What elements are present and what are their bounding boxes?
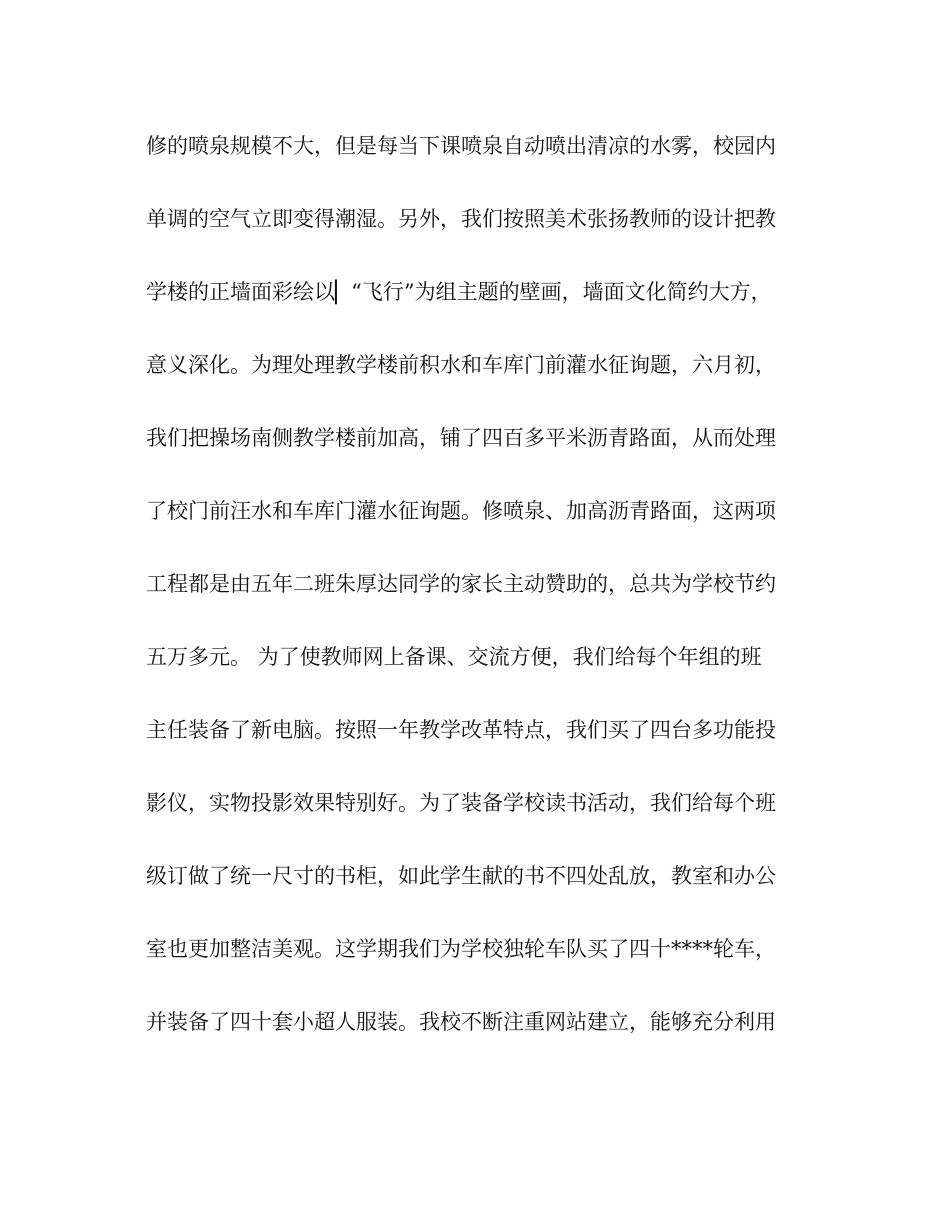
text-line-8: 五万多元。 为了使教师网上备课、交流方便，我们给每个年组的班	[146, 645, 762, 669]
text-line-10: 影仪，实物投影效果特别好。为了装备学校读书活动，我们给每个班	[146, 791, 776, 815]
text-line-1: 修的喷泉规模不大，但是每当下课喷泉自动喷出清凉的水雾，校园内	[146, 134, 776, 158]
text-line-13: 并装备了四十套小超人服装。我校不断注重网站建立，能够充分利用	[146, 1010, 776, 1034]
text-line-3: 学楼的正墙面彩绘以▏“飞行”为组主题的壁画，墙面文化简约大方，	[146, 280, 772, 304]
text-line-12: 室也更加整洁美观。这学期我们为学校独轮车队买了四十****轮车，	[146, 937, 776, 961]
text-line-9: 主任装备了新电脑。按照一年教学改革特点，我们买了四台多功能投	[146, 718, 776, 742]
body-paragraph	[146, 122, 806, 1071]
text-line-6: 了校门前汪水和车库门灌水征询题。修喷泉、加高沥青路面，这两项	[146, 499, 776, 523]
text-line-11: 级订做了统一尺寸的书柜，如此学生献的书不四处乱放，教室和办公	[146, 864, 776, 888]
text-line-5: 我们把操场南侧教学楼前加高，铺了四百多平米沥青路面，从而处理	[146, 426, 776, 450]
text-line-2: 单调的空气立即变得潮湿。另外，我们按照美术张扬教师的设计把教	[146, 207, 776, 231]
text-line-4: 意义深化。为理处理教学楼前积水和车库门前灌水征询题，六月初，	[146, 353, 776, 377]
text-line-7: 工程都是由五年二班朱厚达同学的家长主动赞助的，总共为学校节约	[146, 572, 776, 596]
